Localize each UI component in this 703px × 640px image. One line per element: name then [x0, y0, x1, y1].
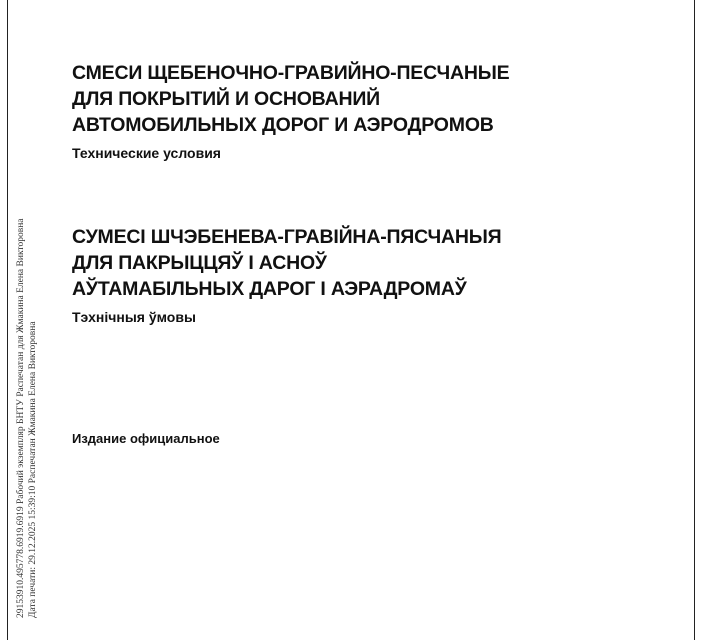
title-block-russian — [72, 60, 632, 162]
title-ru-line-2: ДЛЯ ПОКРЫТИЙ И ОСНОВАНИЙ — [72, 88, 380, 110]
title-block-belarusian — [72, 224, 632, 326]
title-ru-line-3: АВТОМОБИЛЬНЫХ ДОРОГ И АЭРОДРОМОВ — [72, 114, 494, 136]
edition-label: Издание официальное — [72, 431, 220, 446]
title-by-line-2: ДЛЯ ПАКРЫЦЦЯЎ І АСНОЎ — [72, 252, 327, 274]
side-stamp-line-2: Дата печати: 29.12.2025 15:39:10 Распечатан Жмакина Елена Викторовна — [27, 321, 38, 618]
title-by-line-1: СУМЕСІ ШЧЭБЕНЕВА-ГРАВІЙНА-ПЯСЧАНЫЯ — [72, 226, 502, 248]
subtitle-belarusian: Тэхнічныя ўмовы — [72, 309, 196, 325]
title-by-line-3: АЎТАМАБІЛЬНЫХ ДАРОГ І АЭРАДРОМАЎ — [72, 278, 467, 300]
subtitle-russian: Технические условия — [72, 145, 221, 161]
side-stamp-line-1: 29153910.495778.6919.6919 Рабочий экземпляр БНТУ Распечатан для Жмакина Елена Викторовна — [16, 218, 26, 618]
side-watermark-stamp — [16, 219, 39, 619]
title-ru-line-1: СМЕСИ ЩЕБЕНОЧНО-ГРАВИЙНО-ПЕСЧАНЫЕ — [72, 62, 510, 84]
